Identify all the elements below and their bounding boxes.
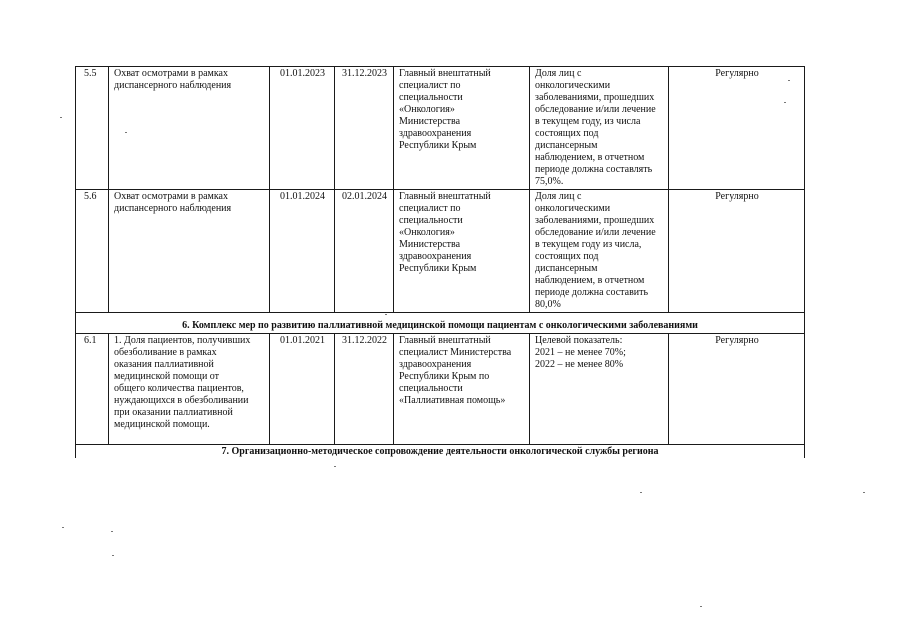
result-indicator: Доля лиц с онкологическими заболеваниями, прошедших обследование и/или лечение в текущем году, из числа состоящих под диспансерным наблюдением, в отчетном периоде должна составлять 75,0%. (530, 67, 669, 190)
end-date: 31.12.2023 (335, 67, 394, 190)
row-number: 5.5 (76, 67, 109, 190)
frequency: Регулярно (669, 190, 805, 313)
action-plan-table (75, 66, 805, 458)
scan-speck (112, 555, 114, 556)
scan-speck (700, 606, 702, 607)
scan-speck (334, 466, 336, 467)
responsible-person: Главный внештатный специалист по специальности «Онкология» Министерства здравоохранения Республики Крым (394, 190, 530, 313)
frequency: Регулярно (669, 334, 805, 445)
responsible-person: Главный внештатный специалист по специальности «Онкология» Министерства здравоохранения Республики Крым (394, 67, 530, 190)
scan-speck (863, 492, 865, 493)
activity-name: Охват осмотрами в рамках диспансерного наблюдения (109, 190, 270, 313)
section-header-6 (76, 313, 805, 334)
scan-speck (111, 531, 113, 532)
result-indicator: Доля лиц с онкологическими заболеваниями, прошедших обследование и/или лечение в текущем году из числа, состоящих под диспансерным наблюдением, в отчетном периоде должна составить 80,0% (530, 190, 669, 313)
section-header-7 (76, 445, 805, 459)
table-row-5-6 (76, 190, 805, 313)
scan-speck (788, 80, 790, 81)
section-title: 7. Организационно-методическое сопровождение деятельности онкологической службы региона (76, 445, 805, 459)
scan-speck (62, 527, 64, 528)
scan-speck (640, 492, 642, 493)
frequency: Регулярно (669, 67, 805, 190)
scan-speck (385, 314, 387, 315)
end-date: 02.01.2024 (335, 190, 394, 313)
scan-speck (125, 132, 127, 133)
table-row-5-5 (76, 67, 805, 190)
start-date: 01.01.2021 (270, 334, 335, 445)
scan-speck (60, 117, 62, 118)
scan-speck (784, 102, 786, 103)
activity-name: Охват осмотрами в рамках диспансерного наблюдения (109, 67, 270, 190)
row-number: 6.1 (76, 334, 109, 445)
row-number: 5.6 (76, 190, 109, 313)
activity-name: 1. Доля пациентов, получивших обезболивание в рамках оказания паллиативной медицинской помощи от общего количества пациентов, нуждающихся в обезболивании при оказании паллиативной медицинской помощи. (109, 334, 270, 445)
start-date: 01.01.2024 (270, 190, 335, 313)
responsible-person: Главный внештатный специалист Министерства здравоохранения Республики Крым по специальности «Паллиативная помощь» (394, 334, 530, 445)
start-date: 01.01.2023 (270, 67, 335, 190)
section-title: 6. Комплекс мер по развитию паллиативной медицинской помощи пациентам с онкологическими заболеваниями (76, 313, 805, 334)
result-indicator: Целевой показатель: 2021 – не менее 70%; 2022 – не менее 80% (530, 334, 669, 445)
table-row-6-1 (76, 334, 805, 445)
end-date: 31.12.2022 (335, 334, 394, 445)
